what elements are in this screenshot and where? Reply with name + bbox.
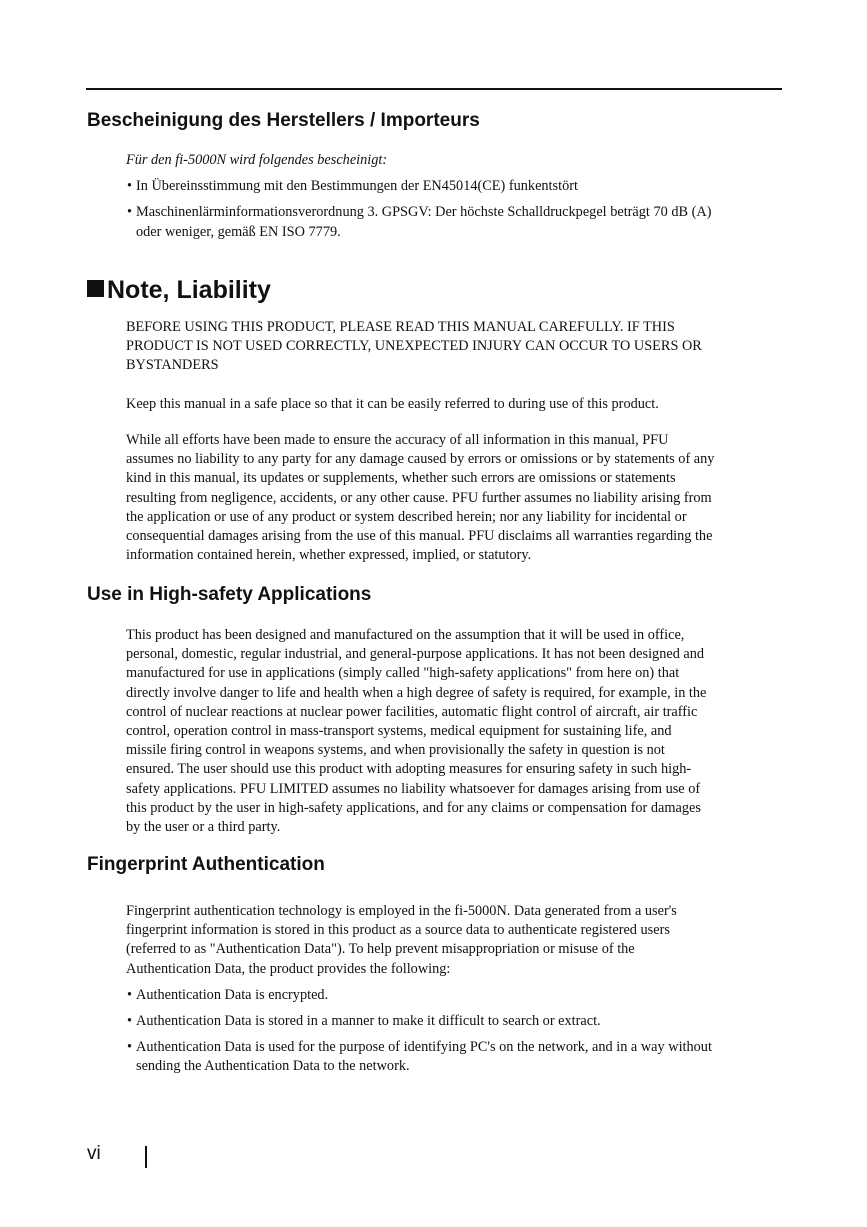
bullet-text: Authentication Data is encrypted. <box>136 986 329 1003</box>
bullet-text: In Übereinsstimmung mit den Bestimmungen der EN45014(CE) funkentstört <box>136 178 578 195</box>
liability-line: kind in this manual, its updates or supplements, whether such errors are omissions or statements <box>126 470 676 487</box>
bullet-icon: • <box>127 986 133 1003</box>
bullet-icon: • <box>127 1013 133 1030</box>
importer-bullet <box>126 203 786 241</box>
importer-intro: Für den fi-5000N wird folgendes bescheinigt: <box>126 152 388 168</box>
bullet-icon: • <box>127 1039 133 1056</box>
high-safety-line: missile firing control in weapons systems, and when provisionally the safety in question is not <box>126 742 665 759</box>
fingerprint-line: Authentication Data, the product provides the following: <box>126 960 451 977</box>
header-rule <box>86 88 782 90</box>
keep-manual-line: Keep this manual in a safe place so that it can be easily referred to during use of this product. <box>126 396 659 412</box>
caution-line: PRODUCT IS NOT USED CORRECTLY, UNEXPECTED INJURY CAN OCCUR TO USERS OR <box>126 338 702 355</box>
importer-bullet <box>126 177 786 196</box>
fingerprint-line: Fingerprint authentication technology is employed in the fi-5000N. Data generated from a user's <box>126 903 677 919</box>
fingerprint-line: (referred to as "Authentication Data"). To help prevent misappropriation or misuse of the <box>126 941 635 958</box>
heading-fingerprint: Fingerprint Authentication <box>87 854 325 875</box>
fingerprint-line: fingerprint information is stored in this product as a source data to authenticate registered users <box>126 922 670 939</box>
square-bullet-icon <box>87 280 104 297</box>
high-safety-line: directly involve danger to life and health when a high degree of safety is required, for example, in the <box>126 684 707 701</box>
liability-line: resulting from negligence, accidents, or any other cause. PFU further assumes no liability arising from <box>126 489 712 506</box>
bullet-text: Maschinenlärminformationsverordnung 3. GPSGV: Der höchste Schalldruckpegel beträgt 70 dB (A) <box>136 204 712 221</box>
bullet-text: oder weniger, gemäß EN ISO 7779. <box>136 223 341 240</box>
high-safety-line: This product has been designed and manufactured on the assumption that it will be used in office, <box>126 627 685 643</box>
page-number: vi <box>87 1143 101 1164</box>
high-safety-line: control of nuclear reactions at nuclear power facilities, automatic flight control of aircraft, air traffic <box>126 703 698 720</box>
heading-note-liability <box>87 275 271 305</box>
fingerprint-paragraph <box>126 902 786 1077</box>
caution-paragraph <box>126 318 786 376</box>
high-safety-line: control, operation control in mass-transport systems, medical equipment for sustaining life, and <box>126 723 672 740</box>
heading-importer-certificate: Bescheinigung des Herstellers / Importeurs <box>87 110 480 131</box>
liability-line: assumes no liability to any party for any damage caused by errors or omissions or by statements of any <box>126 451 715 468</box>
heading-note-liability-text: Note, Liability <box>107 276 271 304</box>
high-safety-line: safety applications. PFU LIMITED assumes no liability whatsoever for damages arising from use of <box>126 780 701 797</box>
fingerprint-bullet <box>126 1038 786 1076</box>
liability-line: While all efforts have been made to ensure the accuracy of all information in this manual, PFU <box>126 432 669 448</box>
high-safety-line: manufactured for use in applications (simply called "high-safety applications" from here on) that <box>126 665 680 682</box>
liability-line: the application or use of any product or system described herein; nor any liability for incidental or <box>126 508 687 525</box>
high-safety-line: personal, domestic, regular industrial, and general-purpose applications. It has not been designed and <box>126 646 705 663</box>
fingerprint-bullet <box>126 986 786 1005</box>
bullet-text: Authentication Data is used for the purpose of identifying PC's on the network, and in a way without <box>136 1039 712 1056</box>
fingerprint-bullet <box>126 1012 786 1031</box>
high-safety-line: ensured. The user should use this product with adopting measures for ensuring safety in such high- <box>126 761 692 778</box>
bullet-icon: • <box>127 178 133 195</box>
importer-certificate-body <box>126 151 786 242</box>
caution-line: BEFORE USING THIS PRODUCT, PLEASE READ THIS MANUAL CAREFULLY. IF THIS <box>126 319 675 335</box>
bullet-icon: • <box>127 204 133 221</box>
high-safety-line: this product by the user in high-safety applications, and for any claims or compensation for damages <box>126 799 701 816</box>
caution-line: BYSTANDERS <box>126 357 219 374</box>
high-safety-line: by the user or a third party. <box>126 819 281 836</box>
liability-paragraph <box>126 431 786 565</box>
bullet-text: sending the Authentication Data to the network. <box>136 1058 410 1075</box>
liability-line: consequential damages arising from the use of this manual. PFU disclaims all warranties regarding the <box>126 528 713 545</box>
heading-high-safety: Use in High-safety Applications <box>87 584 372 605</box>
liability-line: information contained herein, whether expressed, implied, or statutory. <box>126 547 532 564</box>
keep-manual-paragraph <box>126 395 786 414</box>
high-safety-paragraph <box>126 626 786 837</box>
footer-bar <box>145 1146 147 1168</box>
bullet-text: Authentication Data is stored in a manner to make it difficult to search or extract. <box>136 1013 601 1030</box>
